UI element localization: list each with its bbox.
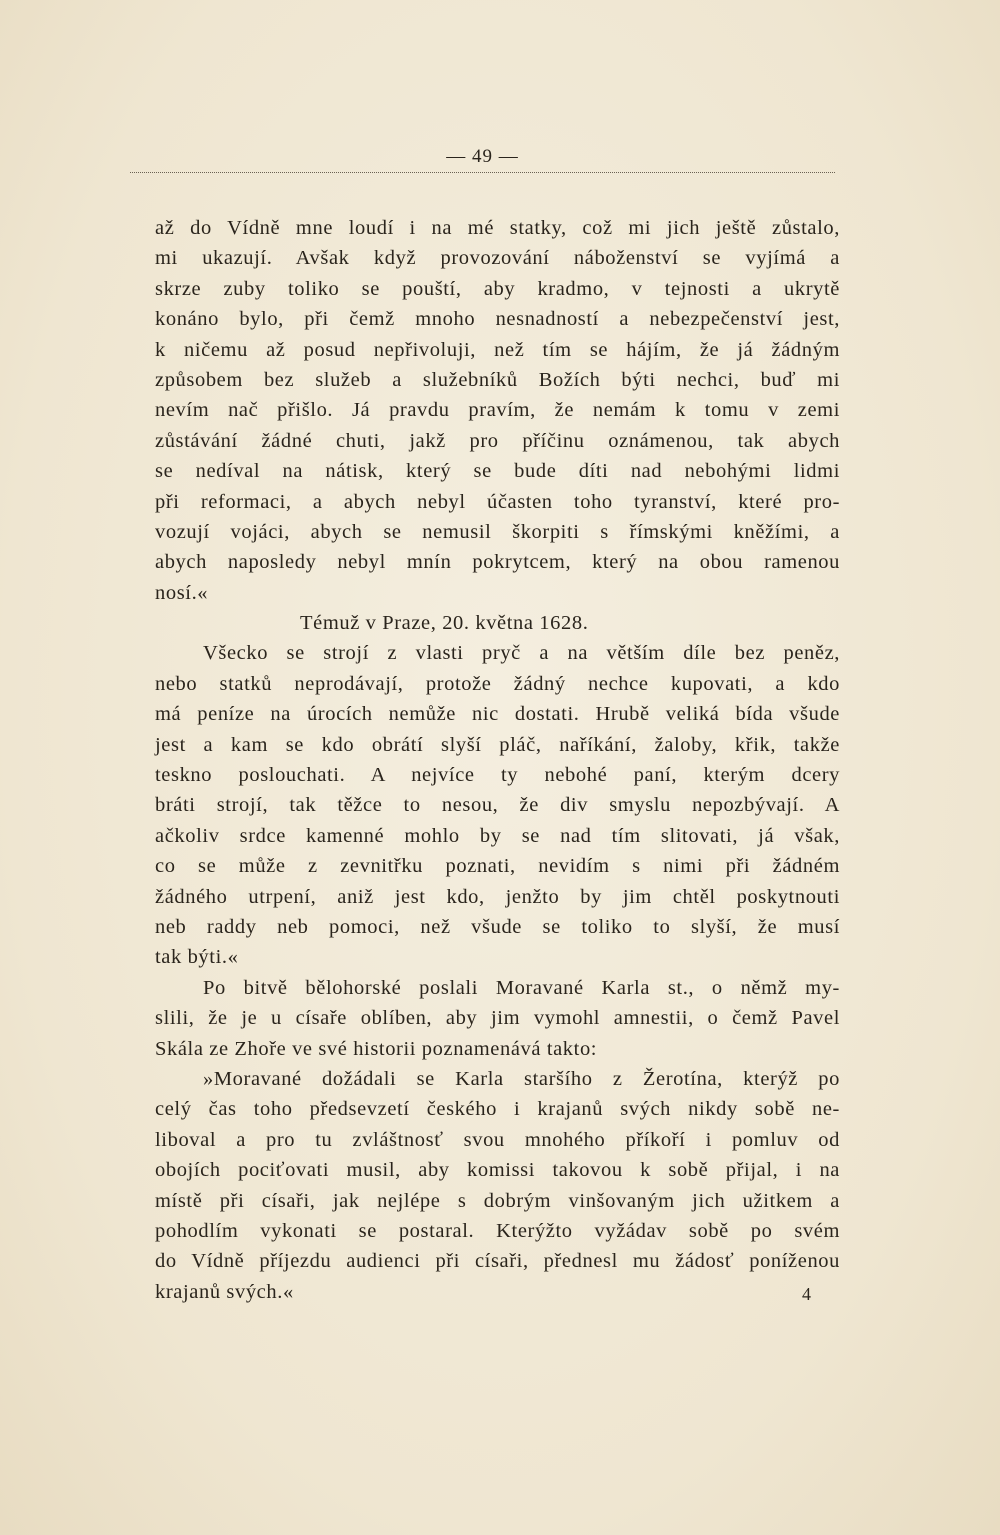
text-line: ačkoliv srdce kamenné mohlo by se nad tím slitovati, já však, <box>155 824 840 847</box>
text-line: do Vídně příjezdu audienci při císaři, přednesl mu žádosť poníženou <box>155 1250 840 1273</box>
signature-mark: 4 <box>802 1284 811 1304</box>
text-line: co se může z zevnitřku poznati, nevidím s nimi při žádném <box>155 855 840 878</box>
text-line: až do Vídně mne loudí i na mé statky, což mi jich ještě zůstalo, <box>155 217 840 239</box>
text-line: žádného utrpení, aniž jest kdo, jenžto by jim chtěl poskytnouti <box>155 885 840 908</box>
text-line: místě při císaři, jak nejlépe s dobrým vinšovaným jich užitkem a <box>155 1189 840 1212</box>
body-text <box>155 213 840 1307</box>
text-line: skrze zuby toliko se pouští, aby kradmo, v tejnosti a ukrytě <box>155 277 840 300</box>
paragraph-first-line: »Moravané dožádali se Karla staršího z Žerotína, kterýž po <box>203 1067 840 1090</box>
text-line: nevím nač přišlo. Já pravdu pravím, že nemám k tomu v zemi <box>155 399 840 422</box>
text-line: krajanů svých.« <box>155 1280 294 1303</box>
paragraph-first-line: Všecko se strojí z vlasti pryč a na větším díle bez peněz, <box>203 642 840 665</box>
paragraph-first-line: Po bitvě bělohorské poslali Moravané Karla st., o němž my- <box>203 976 840 999</box>
header-dotted-rule <box>130 172 835 173</box>
text-line: má peníze na úrocích nemůže nic dostati. Hrubě veliká bída všude <box>155 703 840 726</box>
text-line: nosí.« <box>155 581 209 604</box>
letter-dateline: Témuž v Praze, 20. května 1628. <box>300 612 589 635</box>
text-line: se nedíval na nátisk, který se bude díti nad nebohými lidmi <box>155 460 840 483</box>
text-line: při reformaci, a abych nebyl účasten toho tyranství, které pro- <box>155 490 840 513</box>
text-line: zůstávání žádné chuti, jakž pro příčinu oznámenou, tak abych <box>155 429 840 452</box>
text-line: Skála ze Zhoře ve své historii poznamenává takto: <box>155 1037 598 1060</box>
text-line: abych naposledy nebyl mnín pokrytcem, který na obou ramenou <box>155 551 840 574</box>
page-header <box>130 146 835 174</box>
text-line: liboval a pro tu zvláštnosť svou mnohého příkoří i pomluv od <box>155 1128 840 1151</box>
text-line: celý čas toho předsevzetí českého i krajanů svých nikdy sobě ne- <box>155 1098 840 1121</box>
text-line: nebo statků neprodávají, protože žádný nechce kupovati, a kdo <box>155 672 840 695</box>
text-line: tak býti.« <box>155 946 239 969</box>
text-line: mi ukazují. Avšak když provozování náboženství se vyjímá a <box>155 247 840 270</box>
text-line: konáno bylo, při čemž mnoho nesnadností a nebezpečenství jest, <box>155 308 840 331</box>
text-line: slili, že je u císaře oblíben, aby jim vymohl amnestii, o čemž Pavel <box>155 1007 840 1030</box>
text-line: vozují vojáci, abych se nemusil škorpiti s římskými kněžími, a <box>155 520 840 543</box>
text-line: obojích pociťovati musil, aby komissi takovou k sobě přijal, i na <box>155 1159 840 1182</box>
text-line: teskno poslouchati. A nejvíce ty nebohé paní, kterým dcery <box>155 764 840 787</box>
text-line: jest a kam se kdo obrátí slyší pláč, naříkání, žaloby, křik, takže <box>155 733 840 756</box>
text-line: pohodlím vykonati se postaral. Kterýžto vyžádav sobě po svém <box>155 1219 840 1242</box>
text-line: k ničemu až posud nepřivoluji, než tím se hájím, že já žádným <box>155 338 840 361</box>
text-line: bráti strojí, tak těžce to nesou, že div smyslu nepozbývají. A <box>155 794 840 817</box>
text-line: neb raddy neb pomoci, než všude se toliko to slyší, že musí <box>155 915 840 938</box>
text-line: způsobem bez služeb a služebníků Božích býti nechci, buď mi <box>155 368 840 391</box>
page-number: — 49 — <box>446 146 519 167</box>
